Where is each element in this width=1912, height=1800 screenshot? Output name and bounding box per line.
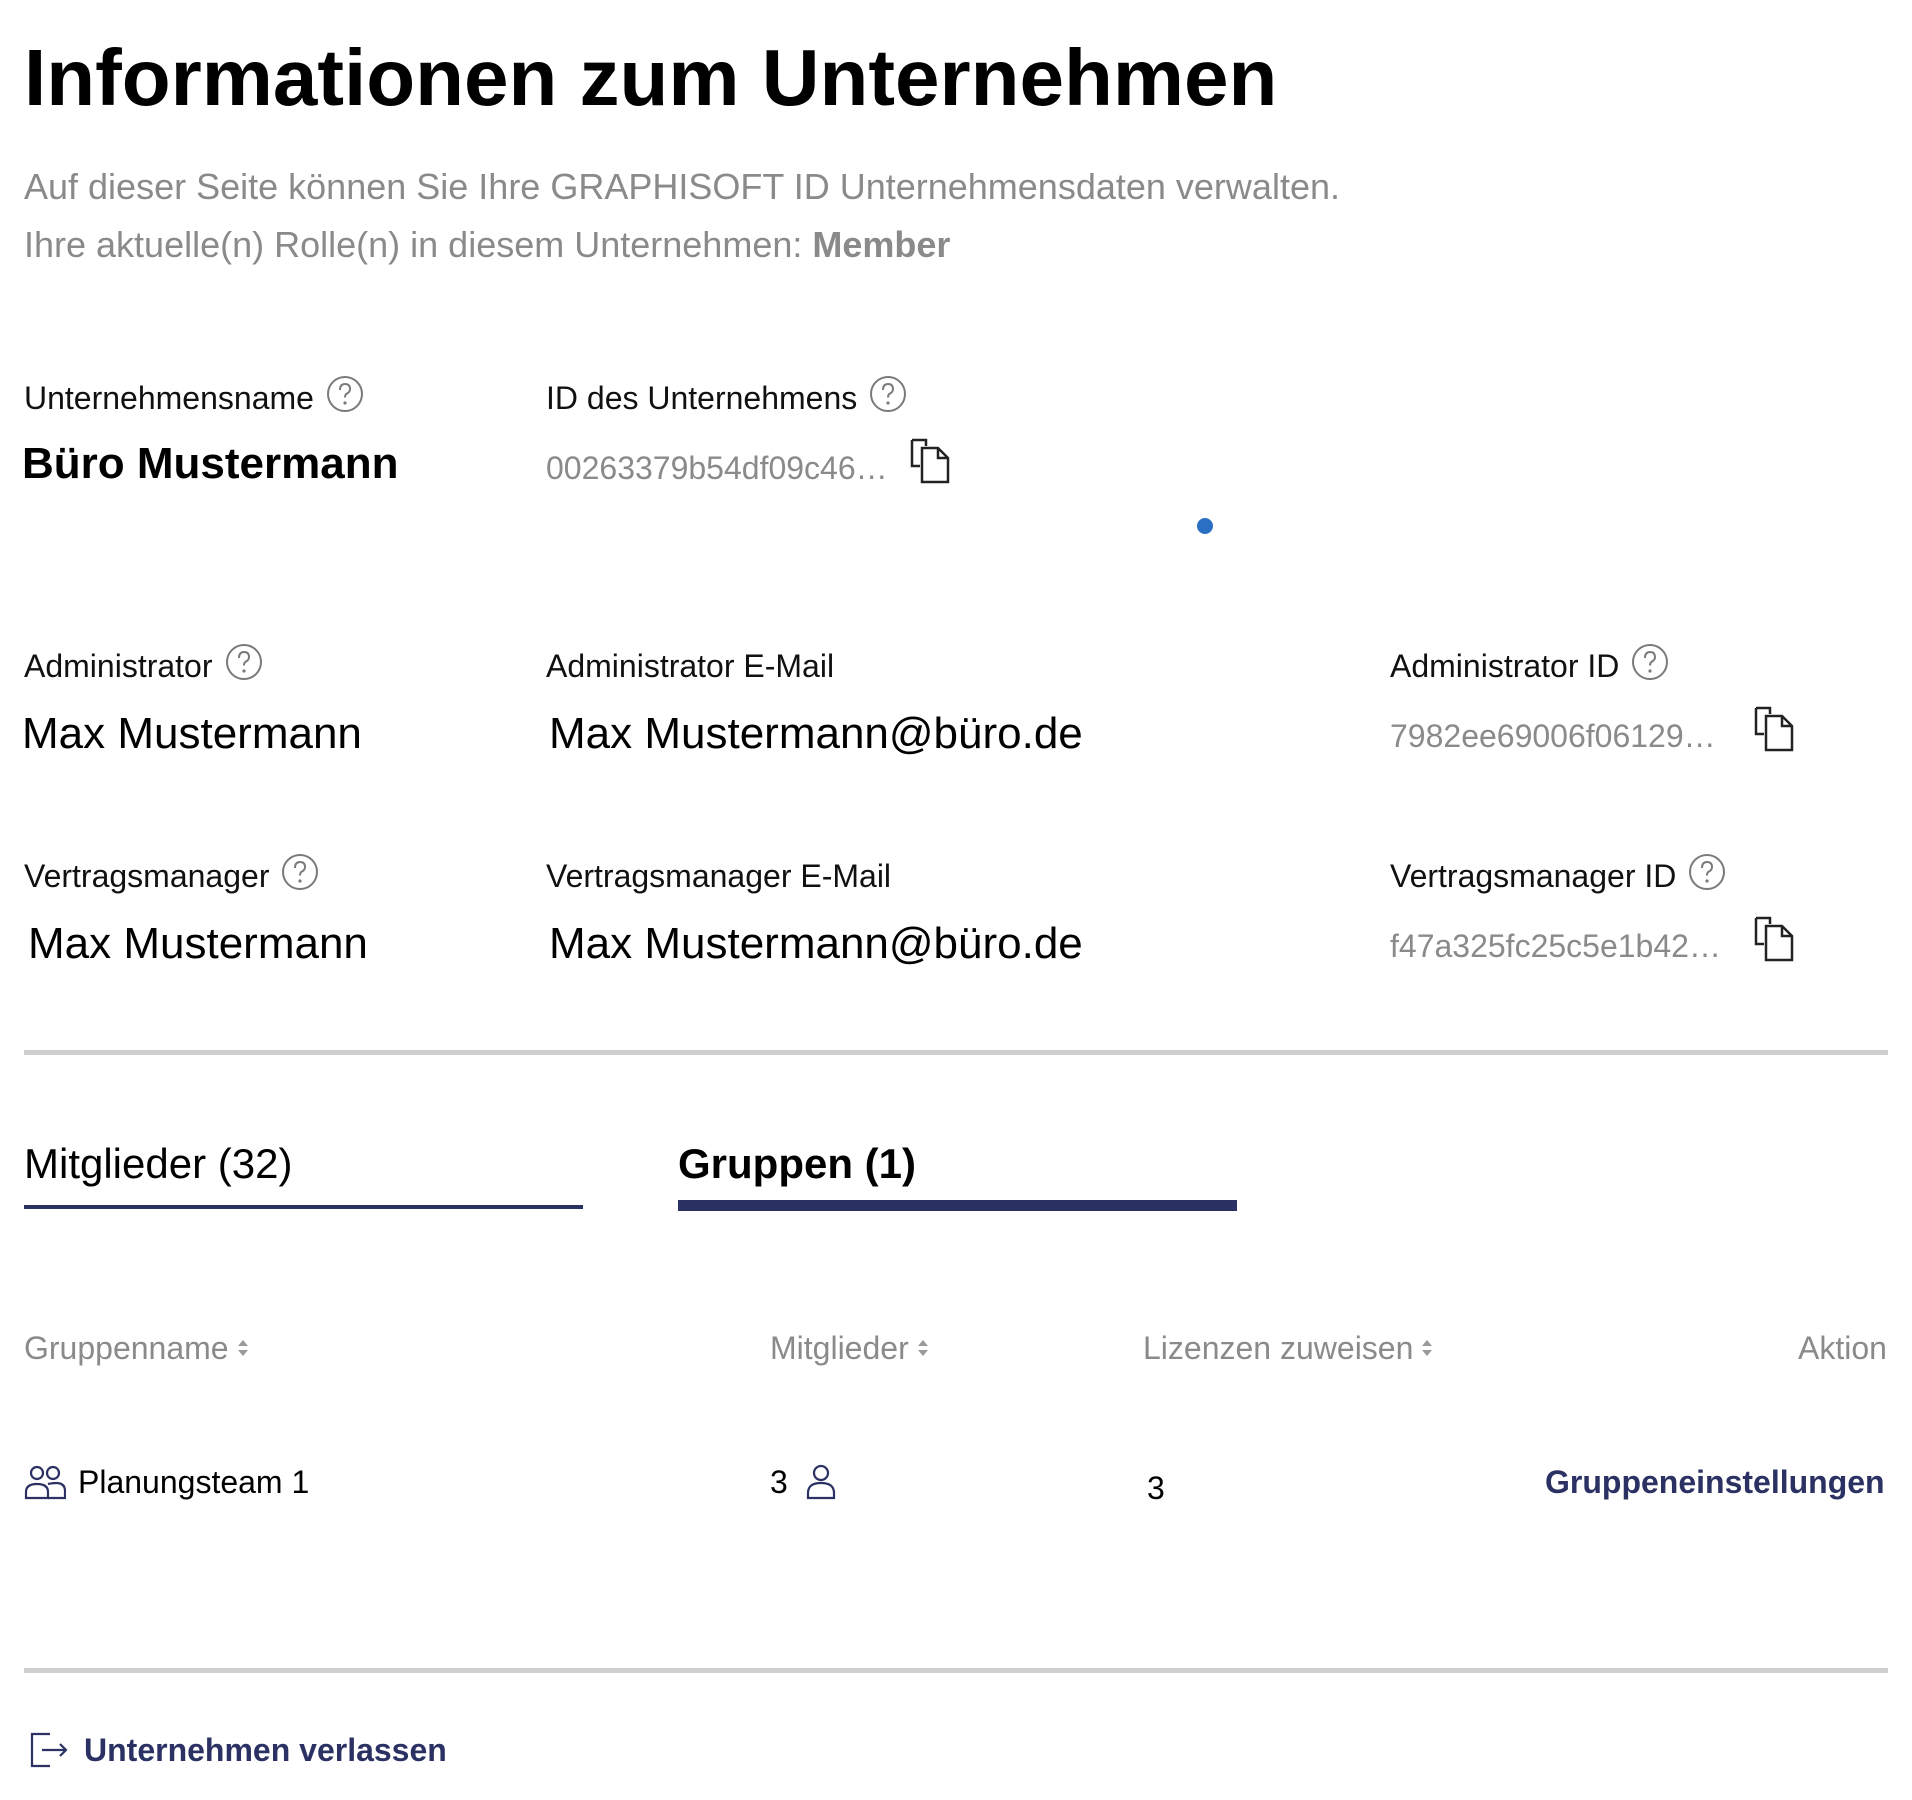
tab-groups-underline <box>678 1200 1237 1211</box>
roles-line <box>24 216 1340 274</box>
user-icon <box>806 1464 836 1500</box>
admin-email-value: Max Mustermann@büro.de <box>549 709 1083 758</box>
column-header-label: Mitglieder <box>770 1330 909 1366</box>
help-circle-icon[interactable] <box>225 643 263 681</box>
help-circle-icon[interactable] <box>281 853 319 891</box>
status-dot <box>1197 518 1213 534</box>
contract-id-label-row <box>1390 856 1726 896</box>
contract-id-value: f47a325fc25c5e1b42… <box>1390 928 1721 964</box>
page-description <box>24 158 1340 274</box>
column-header-label: Aktion <box>1798 1330 1887 1366</box>
tab-members[interactable]: Mitglieder (32) <box>24 1140 293 1187</box>
section-divider <box>24 1050 1888 1055</box>
description-text: Auf dieser Seite können Sie Ihre GRAPHISOFT ID Unternehmensdaten verwalten. <box>24 166 1340 207</box>
footer-divider <box>24 1668 1888 1673</box>
company-name-value: Büro Mustermann <box>22 439 399 488</box>
sort-icon <box>917 1336 929 1360</box>
group-name: Planungsteam 1 <box>78 1464 310 1500</box>
help-circle-icon[interactable] <box>326 375 364 413</box>
column-header-label: Gruppenname <box>24 1330 229 1366</box>
sort-icon <box>1421 1336 1433 1360</box>
column-header-licenses[interactable] <box>1143 1328 1433 1368</box>
table-row-members <box>770 1462 836 1502</box>
admin-email-label: Administrator E-Mail <box>546 648 835 684</box>
admin-name-value: Max Mustermann <box>22 709 362 758</box>
contract-id-label: Vertragsmanager ID <box>1390 858 1677 894</box>
role-value: Member <box>812 224 951 265</box>
help-circle-icon[interactable] <box>869 375 907 413</box>
member-count: 3 <box>770 1464 788 1500</box>
contract-label-row <box>24 856 319 896</box>
contract-name-value: Max Mustermann <box>28 919 368 968</box>
admin-label: Administrator <box>24 648 213 684</box>
admin-label-row <box>24 646 263 686</box>
tab-groups[interactable]: Gruppen (1) <box>678 1140 916 1187</box>
tab-members-underline <box>24 1205 583 1209</box>
company-id-label: ID des Unternehmens <box>546 380 858 416</box>
company-name-label: Unternehmensname <box>24 380 314 416</box>
company-name-label-row <box>24 378 364 418</box>
admin-id-label-row <box>1390 646 1669 686</box>
group-icon <box>24 1464 66 1500</box>
company-id-value: 00263379b54df09c46… <box>546 450 888 486</box>
admin-id-label: Administrator ID <box>1390 648 1620 684</box>
exit-icon <box>28 1730 72 1770</box>
column-header-label: Lizenzen zuweisen <box>1143 1330 1414 1366</box>
column-header-groupname[interactable] <box>24 1328 249 1368</box>
contract-label: Vertragsmanager <box>24 858 270 894</box>
table-row-group-name <box>24 1462 309 1502</box>
group-settings-link[interactable]: Gruppeneinstellungen <box>1545 1464 1885 1500</box>
table-row-licenses: 3 <box>1147 1470 1165 1506</box>
column-header-members[interactable] <box>770 1328 929 1368</box>
copy-icon[interactable] <box>908 438 952 484</box>
page-title: Informationen zum Unternehmen <box>24 33 1278 122</box>
leave-company-button[interactable] <box>28 1730 447 1770</box>
help-circle-icon[interactable] <box>1631 643 1669 681</box>
copy-icon[interactable] <box>1752 916 1796 962</box>
help-circle-icon[interactable] <box>1688 853 1726 891</box>
copy-icon[interactable] <box>1752 706 1796 752</box>
column-header-action <box>1798 1328 1887 1368</box>
leave-company-label: Unternehmen verlassen <box>84 1732 447 1768</box>
roles-prefix: Ihre aktuelle(n) Rolle(n) in diesem Unternehmen: <box>24 224 803 265</box>
company-id-label-row <box>546 378 907 418</box>
sort-icon <box>237 1336 249 1360</box>
contract-email-value: Max Mustermann@büro.de <box>549 919 1083 968</box>
contract-email-label: Vertragsmanager E-Mail <box>546 858 892 894</box>
admin-id-value: 7982ee69006f06129… <box>1390 718 1716 754</box>
